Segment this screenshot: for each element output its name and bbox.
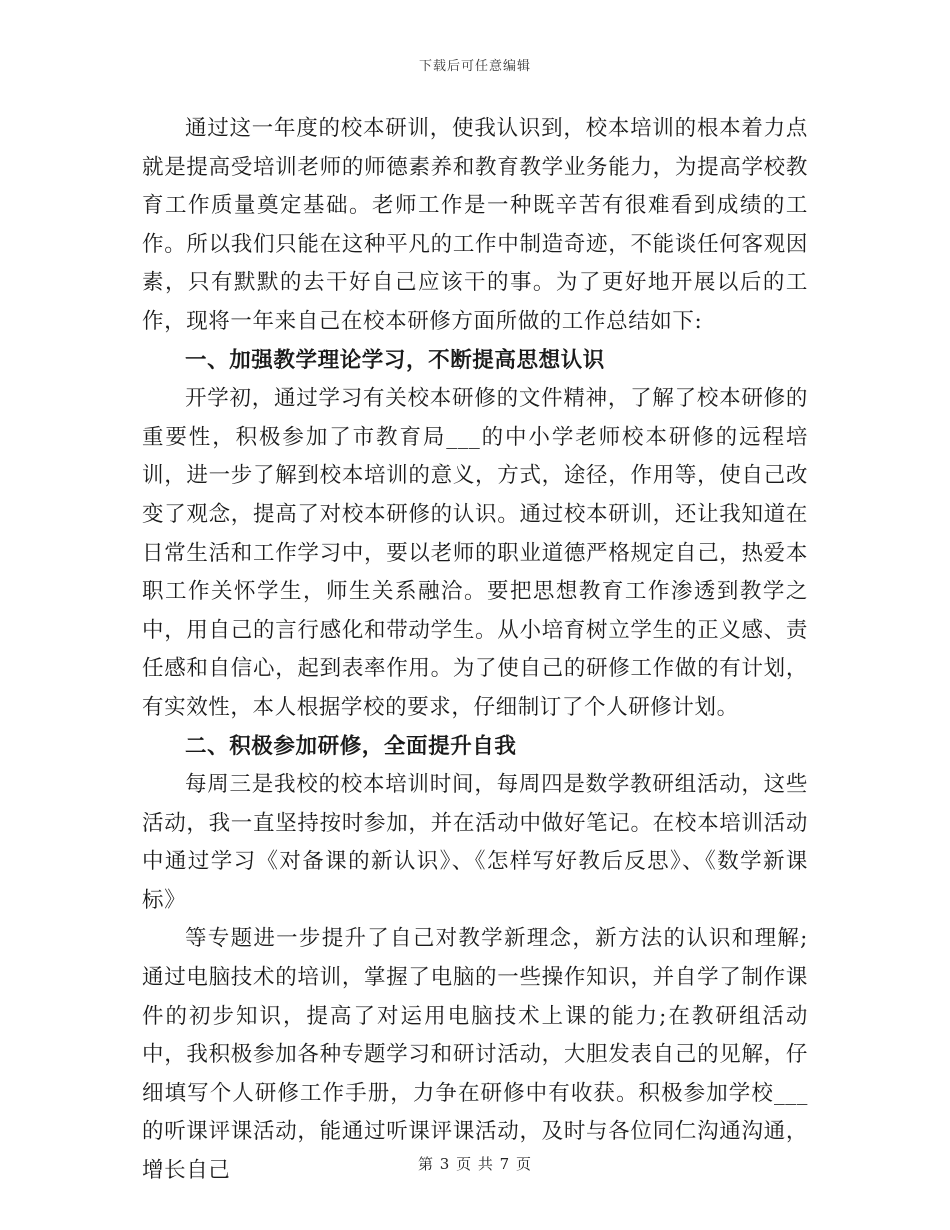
section-1-heading: 一、加强教学理论学习，不断提高思想认识 — [185, 347, 605, 373]
section-2-paragraph-2: 等专题进一步提升了自己对教学新理念，新方法的认识和理解;通过电脑技术的培训，掌握了电脑的一些操作知识，并自学了制作课件的初步知识，提高了对运用电脑技术上课的能力;在教研组活动中，我积极参加各种专题学习和研讨活动，大胆发表自己的见解，仔细填写个人研修工作手册，力争在研修中有收获。积极参加学校___的听课评课活动，能通过听课评课活动，及时与各位同仁沟通沟通，增长自己 — [142, 926, 808, 1184]
page-number: 第 3 页 共 7 页 — [418, 1155, 532, 1173]
section-1-paragraph: 开学初，通过学习有关校本研修的文件精神，了解了校本研修的重要性，积极参加了市教育局___的中小学老师校本研修的远程培训，进一步了解到校本培训的意义，方式，途径，作用等，使自己改变了观念，提高了对校本研修的认识。通过校本研训，还让我知道在日常生活和工作学习中，要以老师的职业道德严格规定自己，热爱本职工作关怀学生，师生关系融洽。要把思想教育工作渗透到教学之中，用自己的言行感化和带动学生。从小培育树立学生的正义感、责任感和自信心，起到表率作用。为了使自己的研修工作做的有计划，有实效性，本人根据学校的要求，仔细制订了个人研修计划。 — [142, 386, 808, 720]
document-body — [142, 110, 808, 1191]
intro-paragraph: 通过这一年度的校本研训，使我认识到，校本培训的根本着力点就是提高受培训老师的师德素养和教育教学业务能力，为提高学校教育工作质量奠定基础。老师工作是一种既辛苦有很难看到成绩的工作。所以我们只能在这种平凡的工作中制造奇迹，不能谈任何客观因素，只有默默的去干好自己应该干的事。为了更好地开展以后的工作，现将一年来自己在校本研修方面所做的工作总结如下: — [142, 116, 808, 334]
section-2-heading: 二、积极参加研修，全面提升自我 — [185, 733, 517, 759]
page-header: 下载后可任意编辑 — [418, 59, 531, 74]
section-2-paragraph-1: 每周三是我校的校本培训时间，每周四是数学教研组活动，这些活动，我一直坚持按时参加，并在活动中做好笔记。在校本培训活动中通过学习《对备课的新认识》、《怎样写好教后反思》、《数学新课标》 — [142, 772, 808, 913]
